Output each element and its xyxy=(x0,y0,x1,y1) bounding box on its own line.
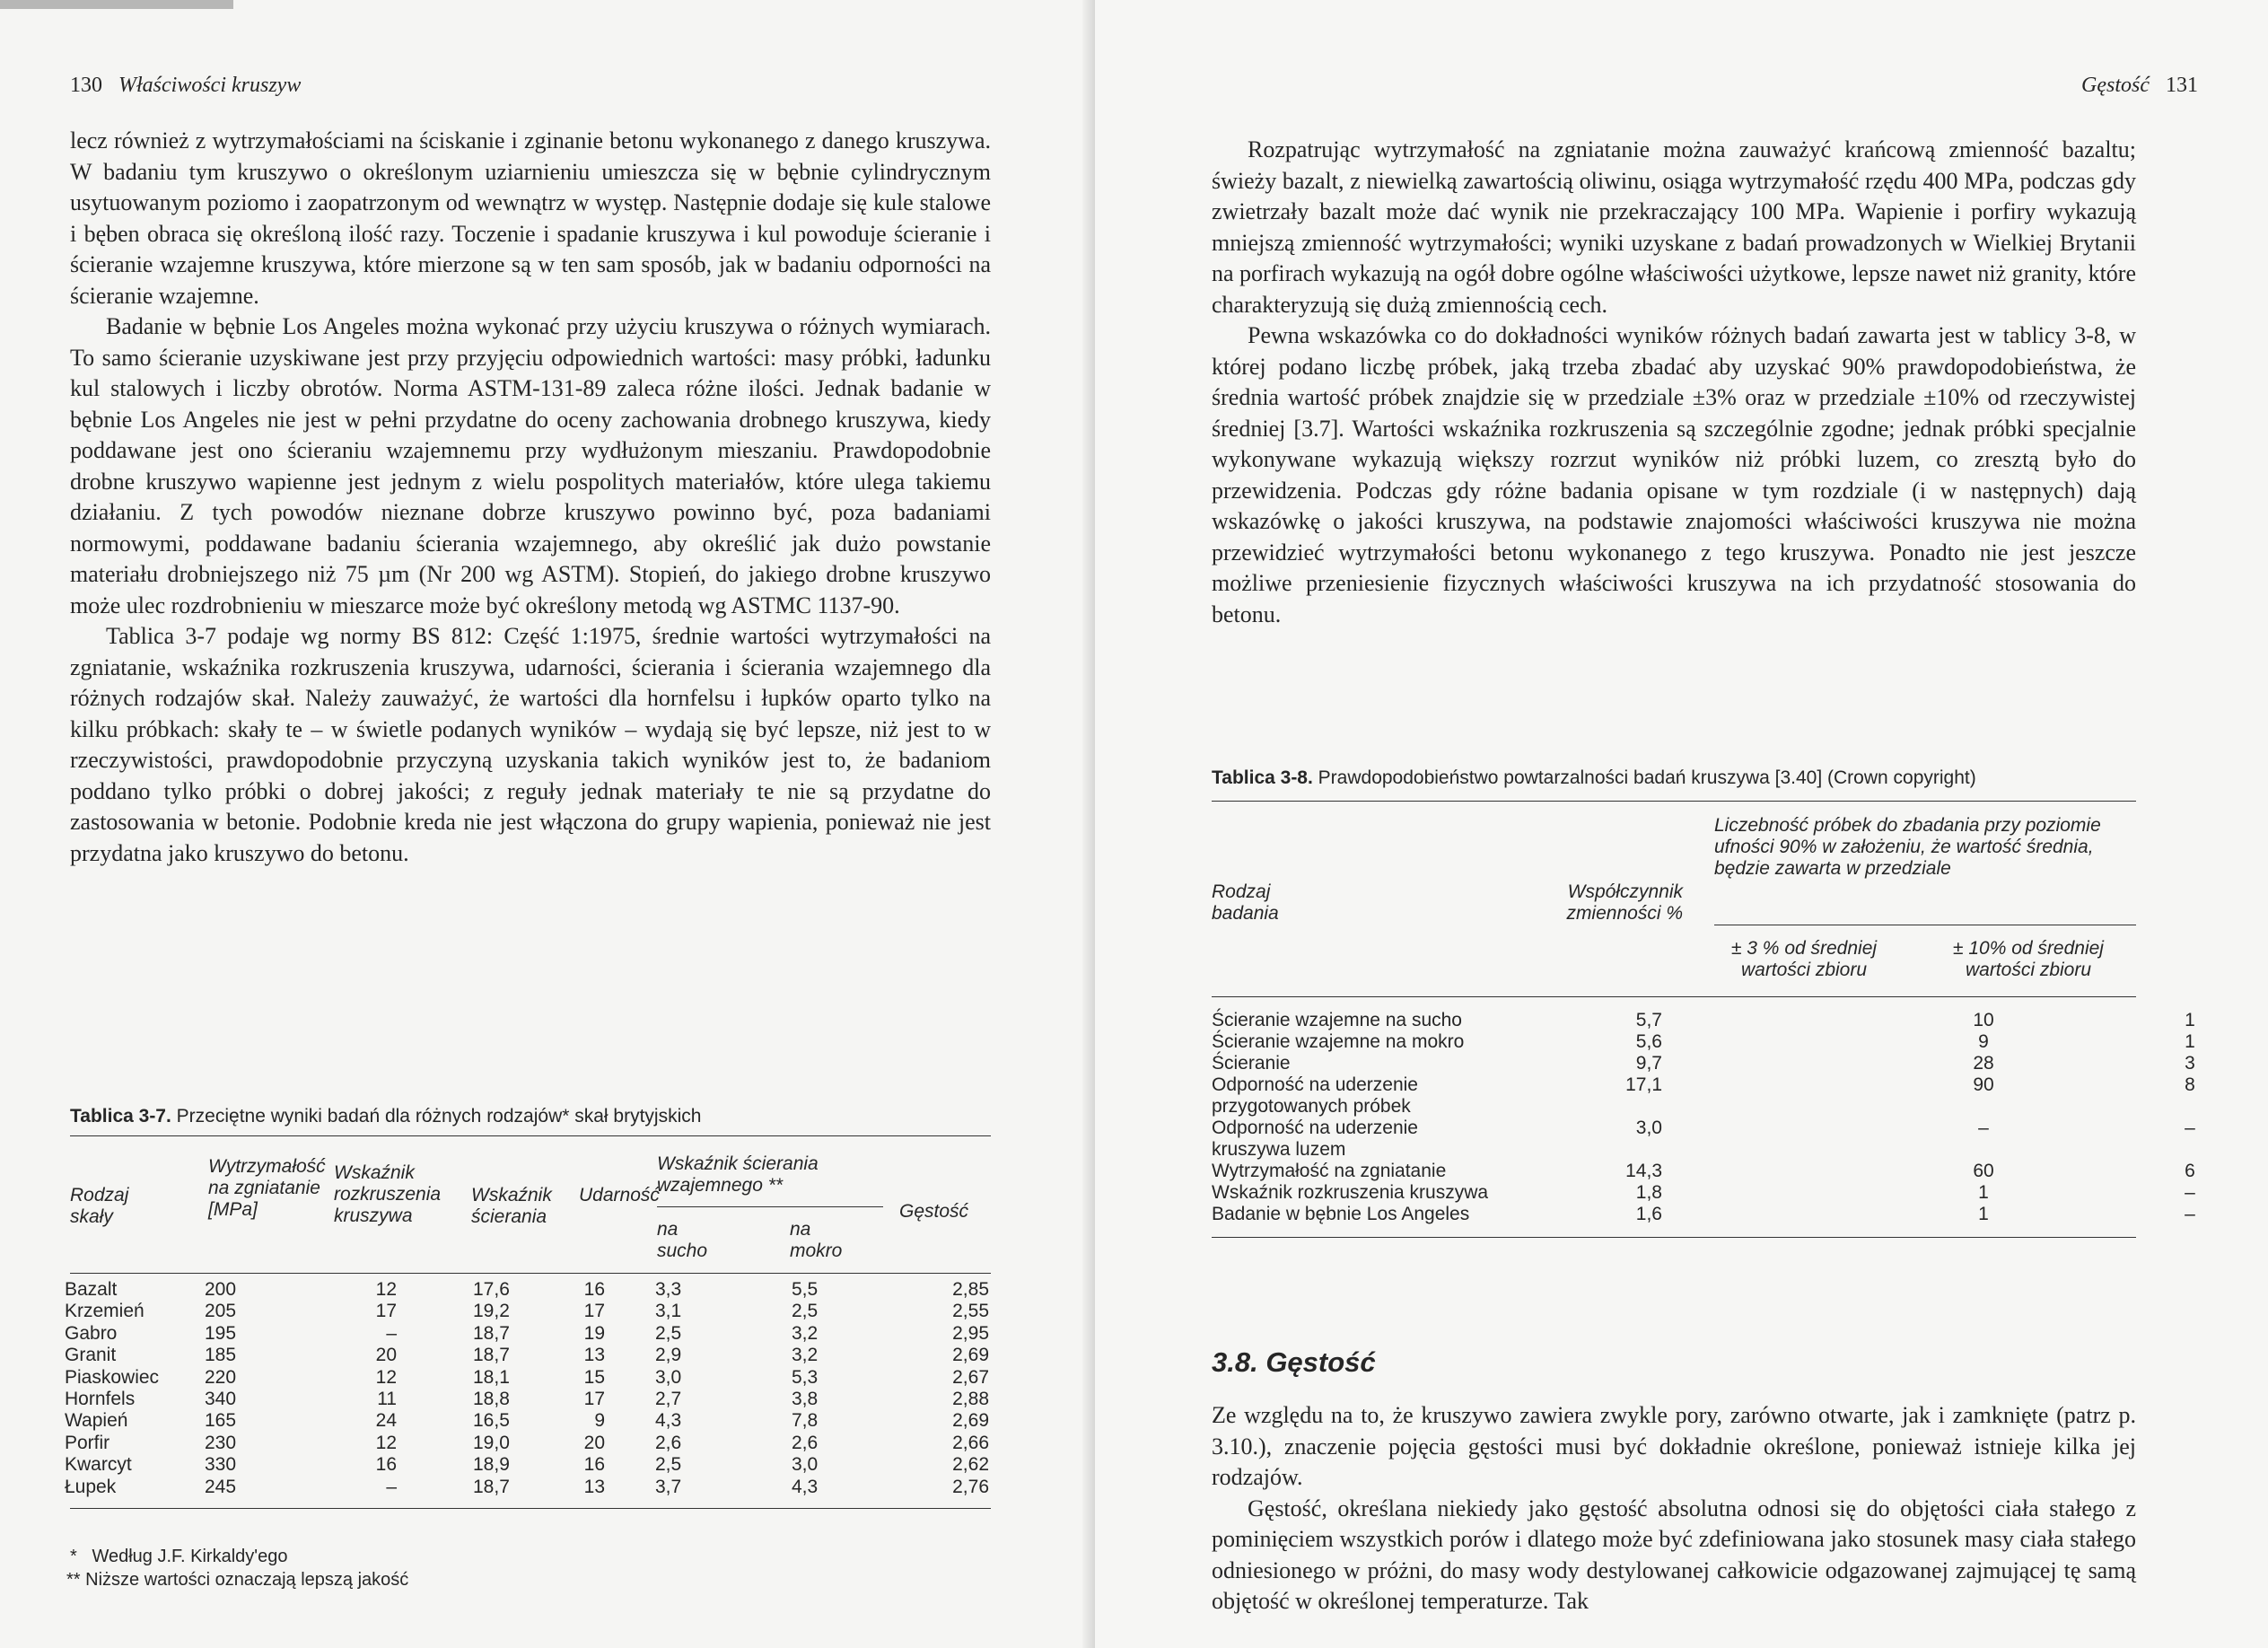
t37-header-udarnosc: Udarność xyxy=(579,1185,660,1205)
footnote-2-mark: ** xyxy=(66,1570,81,1590)
right-page xyxy=(1095,0,2268,1648)
t37-cell: 18,7 xyxy=(473,1476,510,1497)
footnote-1-mark: * xyxy=(70,1547,77,1566)
table-3-8-bottom-rule xyxy=(1212,1237,2136,1238)
t38-row-7-wsp: 1,8 xyxy=(1635,1182,1662,1203)
t37-col-wytrzymalosc xyxy=(205,1279,236,1498)
t37-cell: 20 xyxy=(583,1432,605,1453)
t37-cell: 220 xyxy=(205,1366,237,1388)
left-page-number: 130 xyxy=(70,74,102,97)
t38-header-liczebnosc: Liczebność próbek do zbadania przy poziomie ufności 90% w założeniu, że wartość średnia, będzie zawarta w przedziale xyxy=(1714,815,2101,879)
t38-row-7-pm10: – xyxy=(2185,1182,2195,1203)
table-3-7-title: Przeciętne wyniki badań dla różnych rodzajów* skał brytyjskich xyxy=(176,1106,702,1126)
t37-cell: 3,8 xyxy=(792,1389,819,1410)
scan-shadow xyxy=(0,0,233,9)
t37-cell: 3,0 xyxy=(655,1366,682,1388)
t37-cell: 16 xyxy=(583,1279,605,1300)
t37-cell: Wapień xyxy=(65,1410,128,1432)
t38-row-1-pm10: 1 xyxy=(2185,1010,2195,1030)
t37-cell: 17 xyxy=(583,1301,605,1322)
t37-cell: Gabro xyxy=(65,1322,118,1344)
t37-cell: 245 xyxy=(205,1476,237,1497)
t38-header-rodzaj: Rodzaj badania xyxy=(1212,881,1279,924)
t37-cell: 205 xyxy=(205,1301,237,1322)
t37-cell: 5,3 xyxy=(792,1366,819,1388)
t37-header-na-mokro: na mokro xyxy=(790,1219,843,1261)
right-paragraph-1: Rozpatrując wytrzymałość na zgniatanie można zauważyć krańcową zmienność bazaltu; świeży bazalt, z niewielką zawartością oliwinu, osiąga wytrzymałość rzędu 400 MPa, podczas gdy zwietrzały bazalt może dać wynik nie przekraczający 100 MPa. Wapienie i porfiry wykazują mniejszą zmienność wytrzymałości; wyniki uzyskane z badań prowadzonych w Wielkiej Brytanii na porfirach wykazują na ogół dobre ogólne właściwości użytkowe, lepsze nawet niż granity, które charakteryzują się dużą zmiennością cech. xyxy=(1212,136,2137,318)
t37-cell: 3,2 xyxy=(792,1345,819,1366)
footnote-2-text: Niższe wartości oznaczają lepszą jakość xyxy=(85,1570,409,1590)
t37-cell: 13 xyxy=(583,1345,605,1366)
t38-row-8-pm10: – xyxy=(2185,1204,2195,1224)
t37-header-wytrzymalosc: Wytrzymałość na zgniatanie [MPa] xyxy=(208,1156,326,1220)
t37-cell: Kwarcyt xyxy=(65,1454,132,1476)
t37-cell: 9 xyxy=(594,1410,605,1432)
t37-cell: Łupek xyxy=(65,1476,117,1497)
t37-cell: Piaskowiec xyxy=(65,1366,160,1388)
t37-cell: 3,0 xyxy=(792,1454,819,1476)
t38-row-7-pm3: 1 xyxy=(1978,1182,1989,1203)
t37-cell: 5,5 xyxy=(792,1279,819,1300)
t37-cell: 17 xyxy=(375,1301,397,1322)
t37-cell: 7,8 xyxy=(792,1410,819,1432)
left-running-head xyxy=(70,74,301,98)
t38-row-4-pm3: 90 xyxy=(1973,1074,1994,1095)
t37-cell: 2,66 xyxy=(952,1432,989,1453)
table-3-8-title: Prawdopodobieństwo powtarzalności badań kruszywa [3.40] (Crown copyright) xyxy=(1318,767,1976,788)
t37-cell: 340 xyxy=(205,1389,237,1410)
t37-cell: Hornfels xyxy=(65,1389,136,1410)
table-3-8-top-rule xyxy=(1212,801,2136,802)
t37-cell: 2,5 xyxy=(792,1301,819,1322)
table-3-8-label: Tablica 3-8. xyxy=(1212,767,1313,788)
left-body-text xyxy=(70,126,991,869)
left-page xyxy=(0,0,1095,1648)
t37-cell: 330 xyxy=(205,1454,237,1476)
t37-cell: 11 xyxy=(377,1389,397,1410)
t38-row-5-pm3: – xyxy=(1978,1118,1989,1138)
t37-col-rozkruszenie xyxy=(359,1279,397,1498)
t38-row-8-pm3: 1 xyxy=(1978,1204,1989,1224)
t37-cell: 18,9 xyxy=(473,1454,510,1476)
t37-cell: 195 xyxy=(205,1322,237,1344)
t37-header-rodzaj: Rodzaj skały xyxy=(70,1185,129,1227)
t37-header-scieranie: Wskaźnik ścierania xyxy=(471,1185,552,1227)
t37-cell: 2,88 xyxy=(952,1389,989,1410)
t38-header-pm10: ± 10% od średniej wartości zbioru xyxy=(1953,938,2104,980)
t37-col-na-sucho xyxy=(655,1279,681,1498)
t37-cell: – xyxy=(386,1322,397,1344)
t37-cell: 19,2 xyxy=(473,1301,510,1322)
t37-cell: 18,7 xyxy=(473,1322,510,1344)
t38-header-pm3: ± 3 % od średniej wartości zbioru xyxy=(1730,938,1878,980)
t38-row-1-pm3: 10 xyxy=(1973,1010,1994,1030)
t37-cell: 12 xyxy=(375,1432,397,1453)
section-paragraph-1: Ze względu na to, że kruszywo zawiera zwykle pory, zarówno otwarte, jak i zamknięte (patrz p. 3.10.), znaczenie pojęcia gęstości musi być dokładnie określone, ponieważ istnieje kilka jej rodzajów. xyxy=(1212,1402,2136,1490)
t37-cell: 2,7 xyxy=(655,1389,682,1410)
t38-row-2-pm3: 9 xyxy=(1978,1031,1989,1052)
table-3-7-footnote-1 xyxy=(70,1546,287,1567)
table-3-7-header-rule xyxy=(70,1273,991,1274)
t38-row-6-wsp: 14,3 xyxy=(1625,1161,1662,1181)
left-running-title: Właściwości kruszyw xyxy=(118,74,302,97)
t37-cell: 2,67 xyxy=(952,1366,989,1388)
t37-cell: Granit xyxy=(65,1345,117,1366)
t37-cell: 13 xyxy=(583,1476,605,1497)
t37-cell: 3,2 xyxy=(792,1322,819,1344)
t37-cell: 230 xyxy=(205,1432,237,1453)
t37-cell: 3,1 xyxy=(655,1301,682,1322)
t37-header-scieranie-wzajemne: Wskaźnik ścierania wzajemnego ** xyxy=(657,1153,819,1196)
t37-cell: 12 xyxy=(375,1366,397,1388)
table-3-7-caption xyxy=(70,1106,701,1127)
table-3-8-caption xyxy=(1212,767,1976,789)
t37-cell: 2,5 xyxy=(655,1454,682,1476)
t37-cell: 20 xyxy=(375,1345,397,1366)
t37-cell: 2,62 xyxy=(952,1454,989,1476)
t37-cell: 2,69 xyxy=(952,1345,989,1366)
t38-row-4-rodzaj: Odporność na uderzenie przygotowanych próbek xyxy=(1212,1074,1418,1117)
t37-cell: 2,9 xyxy=(655,1345,682,1366)
t38-row-3-wsp: 9,7 xyxy=(1635,1053,1662,1074)
t37-cell: 19,0 xyxy=(473,1432,510,1453)
t37-cell: 24 xyxy=(375,1410,397,1432)
t38-row-5-rodzaj: Odporność na uderzenie kruszywa luzem xyxy=(1212,1118,1418,1160)
t38-row-2-pm10: 1 xyxy=(2185,1031,2195,1052)
left-paragraph-3: Tablica 3-7 podaje wg normy BS 812: Część 1:1975, średnie wartości wytrzymałości na zgniatanie, wskaźnika rozkruszenia kruszywa, udarności, ścierania i ścierania wzajemnego dla różnych rodzajów skał. Należy zauważyć, że wartości dla hornfelsu i łupków oparto tylko na kilku próbkach: skały te – w świetle podanych wyników – wydają się być lepsze, niż jest to w rzeczywistości, prawdopodobnie przyczyną uzyskania takich wyników jest to, że badaniom poddano tylko próbki o dobrej jakości; z reguły jednak materiały te nie są przydatne do zastosowania w betonie. Podobnie kreda nie jest włączona do grupy wapienia, ponieważ nie jest przydatna jako kruszywo do betonu. xyxy=(70,623,991,866)
t38-row-6-rodzaj: Wytrzymałość na zgniatanie xyxy=(1212,1161,1447,1181)
t37-cell: 2,85 xyxy=(952,1279,989,1300)
t37-cell: 15 xyxy=(583,1366,605,1388)
t37-cell: 17,6 xyxy=(473,1279,510,1300)
left-paragraph-2: Badanie w bębnie Los Angeles można wykonać przy użyciu kruszywa o różnych wymiarach. To samo ścieranie uzyskiwane jest przy przyjęciu odpowiednich wartości: masy próbki, ładunku kul stalowych i liczby obrotów. Norma ASTM-131-89 zaleca różne ilości. Jednak badanie w bębnie Los Angeles nie jest w pełni przydatne do oceny zachowania drobnego kruszywa, kiedy poddawane jest ono ścieraniu wzajemnemu przy wydłużonym mieszaniu. Prawdopodobnie drobne kruszywo wapienne jest jednym z wielu pospolitych materiałów, które ulega takiemu działaniu. Z tych powodów nieznane dobrze kruszywo powinno być, poza badaniami normowymi, poddawane badaniu ścierania wzajemnego, aby określić jak dużo powstanie materiału drobniejszego niż 75 µm (Nr 200 wg ASTM). Stopień, do jakiego drobne kruszywo może ulec rozdrobnieniu w mieszarce może być określony metodą wg ASTMC 1137-90. xyxy=(70,313,991,618)
t37-col-gestosc xyxy=(933,1279,989,1498)
t38-row-1-rodzaj: Ścieranie wzajemne na sucho xyxy=(1212,1010,1462,1030)
t37-header-rozkruszenie: Wskaźnik rozkruszenia kruszywa xyxy=(334,1162,442,1226)
t37-cell: Porfir xyxy=(65,1432,110,1453)
section-paragraph-2: Gęstość, określana niekiedy jako gęstość absolutna odnosi się do objętości ciała stałego z pominięciem wszystkich porów i dlatego może być zdefiniowana jako stosunek masy ciała stałego odniesionego w próżni, do masy wody destylowanej całkowicie odgazowanej zajmującej tę samą objętość w określonej temperaturze. Tak xyxy=(1212,1495,2136,1614)
right-body-text xyxy=(1212,135,2136,630)
right-paragraph-2: Pewna wskazówka co do dokładności wyników różnych badań zawarta jest w tablicy 3-8, w której podano liczbę próbek, jaką trzeba zbadać aby uzyskać 90% prawdopodobieństwa, że średnia wartość próbek znajdzie się w przedziale ±3% oraz w przedziale ±10% od rzeczywistej średniej [3.7]. Wartości wskaźnika rozkruszenia są szczególnie zgodne; jednak próbki specjalnie wykonywane wykazują większy rozrzut wyników niż próbki luzem, co zresztą było do przewidzenia. Podczas gdy różne badania opisane w tym rozdziale (i w następnych) dają wskazówkę o jakości kruszywa, na podstawie znajomości właściwości kruszywa nie można przewidzieć wytrzymałości betonu wykonanego z tego kruszywa. Ponadto nie jest jeszcze możliwe przeniesienie fizycznych właściwości kruszywa na ich przydatność stosowania do betonu. xyxy=(1212,322,2136,627)
table-3-7-bottom-rule xyxy=(70,1508,991,1509)
t37-cell: – xyxy=(386,1476,397,1497)
t37-cell: 2,5 xyxy=(655,1322,682,1344)
section-heading: 3.8. Gęstość xyxy=(1212,1346,1376,1378)
right-running-head xyxy=(2081,74,2198,98)
table-3-7-label: Tablica 3-7. xyxy=(70,1106,171,1126)
t37-col-rodzaj xyxy=(65,1279,159,1498)
t37-cell: 16 xyxy=(375,1454,397,1476)
t37-col-udarnosc xyxy=(567,1279,605,1498)
t37-cell: 3,3 xyxy=(655,1279,682,1300)
t37-cell: 12 xyxy=(375,1279,397,1300)
t37-cell: 19 xyxy=(583,1322,605,1344)
t38-row-8-rodzaj: Badanie w bębnie Los Angeles xyxy=(1212,1204,1470,1224)
section-body-text xyxy=(1212,1400,2136,1617)
table-3-7-top-rule xyxy=(70,1135,991,1136)
table-3-8-header-rule xyxy=(1212,996,2136,997)
t37-cell: 4,3 xyxy=(655,1410,682,1432)
t38-row-2-rodzaj: Ścieranie wzajemne na mokro xyxy=(1212,1031,1465,1052)
t37-header-gestosc: Gęstość xyxy=(899,1201,969,1222)
t37-cell: 4,3 xyxy=(792,1476,819,1497)
t37-cell: 3,7 xyxy=(655,1476,682,1497)
t37-cell: Bazalt xyxy=(65,1279,118,1300)
t37-cell: 16 xyxy=(583,1454,605,1476)
t38-row-2-wsp: 5,6 xyxy=(1635,1031,1662,1052)
t38-row-4-wsp: 17,1 xyxy=(1625,1074,1662,1095)
t38-row-5-pm10: – xyxy=(2185,1118,2195,1138)
t38-row-6-pm10: 6 xyxy=(2185,1161,2195,1181)
t37-cell: 18,7 xyxy=(473,1345,510,1366)
t37-cell: 2,69 xyxy=(952,1410,989,1432)
t37-subheader-rule xyxy=(657,1206,883,1207)
t37-col-scieranie xyxy=(473,1279,510,1498)
t37-cell: Krzemień xyxy=(65,1301,144,1322)
t37-cell: 165 xyxy=(205,1410,237,1432)
t37-cell: 200 xyxy=(205,1279,237,1300)
t38-row-7-rodzaj: Wskaźnik rozkruszenia kruszywa xyxy=(1212,1182,1489,1203)
t38-row-3-pm3: 28 xyxy=(1973,1053,1994,1074)
t37-cell: 2,6 xyxy=(792,1432,819,1453)
t38-row-8-wsp: 1,6 xyxy=(1635,1204,1662,1224)
t37-col-na-mokro xyxy=(792,1279,818,1498)
t38-row-3-rodzaj: Ścieranie xyxy=(1212,1053,1291,1074)
t37-cell: 185 xyxy=(205,1345,237,1366)
t37-cell: 17 xyxy=(583,1389,605,1410)
t37-cell: 2,55 xyxy=(952,1301,989,1322)
right-page-number: 131 xyxy=(2166,74,2198,97)
t37-cell: 2,6 xyxy=(655,1432,682,1453)
t37-cell: 18,1 xyxy=(473,1366,510,1388)
t38-row-1-wsp: 5,7 xyxy=(1635,1010,1662,1030)
t38-row-6-pm3: 60 xyxy=(1973,1161,1994,1181)
t38-row-4-pm10: 8 xyxy=(2185,1074,2195,1095)
t37-cell: 2,95 xyxy=(952,1322,989,1344)
table-3-7-footnote-2 xyxy=(66,1569,408,1591)
t37-cell: 18,8 xyxy=(473,1389,510,1410)
t37-cell: 16,5 xyxy=(473,1410,510,1432)
t38-header-wspolczynnik: Współczynnik zmienności % xyxy=(1566,881,1683,924)
t37-header-na-sucho: na sucho xyxy=(657,1219,708,1261)
t38-row-3-pm10: 3 xyxy=(2185,1053,2195,1074)
t38-row-5-wsp: 3,0 xyxy=(1635,1118,1662,1138)
left-paragraph-1: lecz również z wytrzymałościami na ściskanie i zginanie betonu wykonanego z danego kruszywa. W badaniu tym kruszywo o określonym uziarnieniu umieszcza się w bębnie cylindrycznym usytuowanym poziomo i zaopatrzonym od wewnątrz w występ. Następnie dodaje się kule stalowe i bęben obraca się określoną ilość razy. Toczenie i spadanie kruszywa i kul powoduje ścieranie i ścieranie wzajemne kruszywa, które mierzone są w ten sam sposób, jak w badaniu odporności na ścieranie wzajemne. xyxy=(70,127,991,309)
right-running-title: Gęstość xyxy=(2081,74,2150,97)
footnote-1-text: Według J.F. Kirkaldy'ego xyxy=(92,1547,288,1566)
t37-cell: 2,76 xyxy=(952,1476,989,1497)
